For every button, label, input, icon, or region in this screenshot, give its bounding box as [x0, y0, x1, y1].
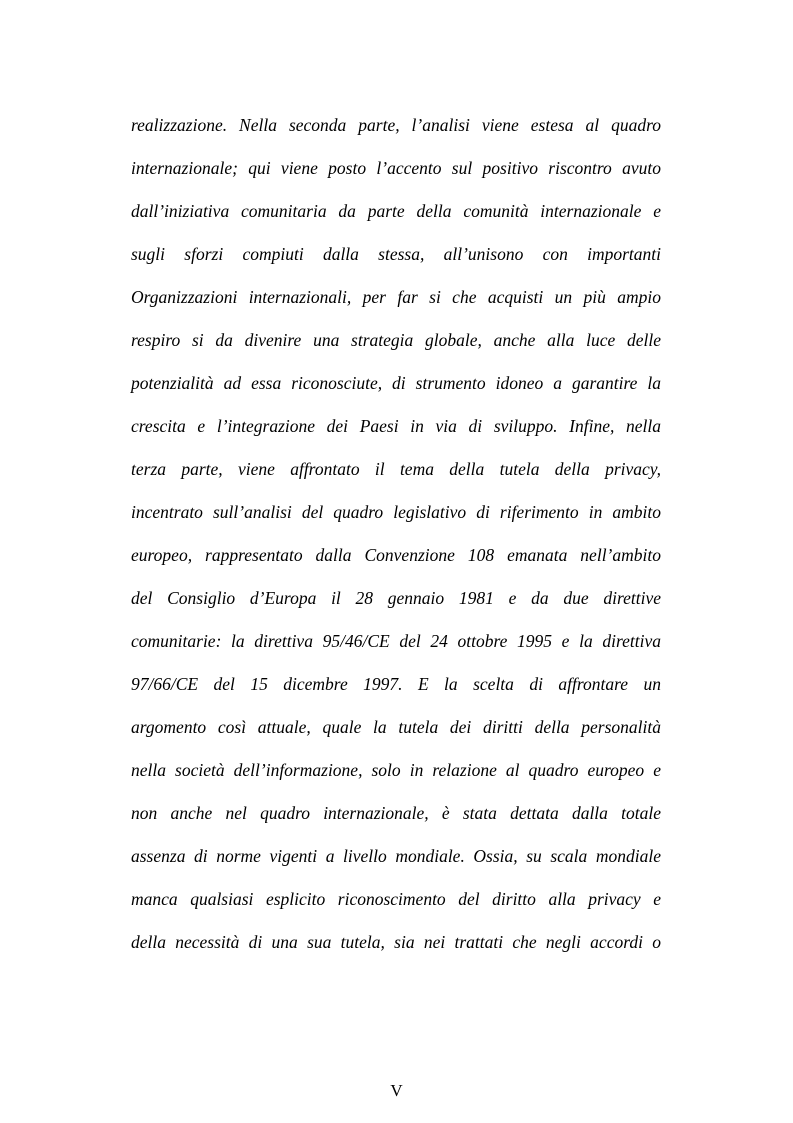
text-line: sugli sforzi compiuti dalla stessa, all’unisono con importanti [131, 244, 661, 264]
text-line: potenzialità ad essa riconosciute, di strumento idoneo a garantire la [131, 373, 661, 393]
text-line: crescita e l’integrazione dei Paesi in via di sviluppo. Infine, nella [131, 416, 661, 436]
page-number: V [390, 1081, 403, 1100]
text-line: 97/66/CE del 15 dicembre 1997. E la scelta di affrontare un [131, 674, 661, 694]
text-line: manca qualsiasi esplicito riconoscimento del diritto alla privacy e [131, 889, 661, 909]
body-text [131, 111, 661, 971]
text-line: non anche nel quadro internazionale, è stata dettata dalla totale [131, 803, 661, 823]
text-line: assenza di norme vigenti a livello mondiale. Ossia, su scala mondiale [131, 846, 661, 866]
text-line: incentrato sull’analisi del quadro legislativo di riferimento in ambito [131, 502, 661, 522]
text-line: dall’iniziativa comunitaria da parte della comunità internazionale e [131, 201, 661, 221]
text-line: comunitarie: la direttiva 95/46/CE del 24 ottobre 1995 e la direttiva [131, 631, 661, 651]
text-line: internazionale; qui viene posto l’accento sul positivo riscontro avuto [131, 158, 661, 178]
text-line: europeo, rappresentato dalla Convenzione 108 emanata nell’ambito [131, 545, 661, 565]
text-line: nella società dell’informazione, solo in relazione al quadro europeo e [131, 760, 661, 780]
text-line: argomento così attuale, quale la tutela dei diritti della personalità [131, 717, 661, 737]
text-line: della necessità di una sua tutela, sia nei trattati che negli accordi o [131, 932, 661, 952]
text-line: realizzazione. Nella seconda parte, l’analisi viene estesa al quadro [131, 115, 661, 135]
text-line: del Consiglio d’Europa il 28 gennaio 1981 e da due direttive [131, 588, 661, 608]
text-line: Organizzazioni internazionali, per far si che acquisti un più ampio [131, 287, 661, 307]
text-line: terza parte, viene affrontato il tema della tutela della privacy, [131, 459, 661, 479]
text-line: respiro si da divenire una strategia globale, anche alla luce delle [131, 330, 661, 350]
